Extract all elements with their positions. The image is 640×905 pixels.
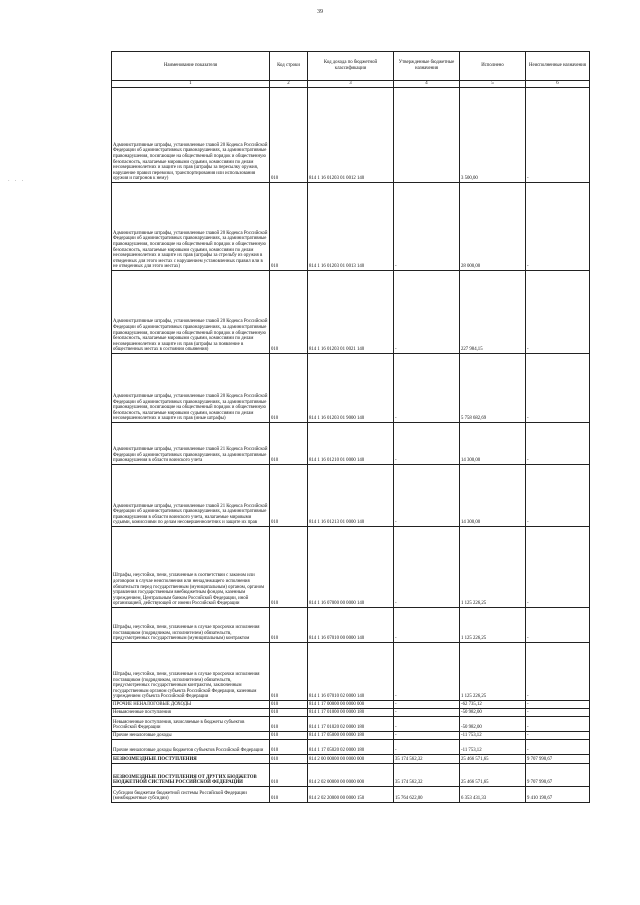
row-kbk: 814 1 16 07000 00 0000 140 <box>308 527 394 608</box>
row-remaining: - <box>526 717 590 732</box>
row-executed: 6 353 431,33 <box>460 787 526 803</box>
row-approved: - <box>394 183 460 271</box>
row-code: 010 <box>270 88 308 183</box>
table-row <box>112 643 590 701</box>
row-code: 010 <box>270 608 308 643</box>
row-executed: -50 982,00 <box>460 709 526 717</box>
column-numbers-row <box>112 81 590 88</box>
row-executed: -11 753,12 <box>460 740 526 755</box>
row-name: Административные штрафы, установленные главой 21 Кодекса Российской Федерации об административных правонарушениях, за административные правонарушения в области воинского учета, налагаемые мировыми судьями, комиссиями по делам несовершеннолетних и защите их прав <box>112 465 270 527</box>
row-name: ПРОЧИЕ НЕНАЛОГОВЫЕ ДОХОДЫ <box>112 701 270 709</box>
row-name: Невыясненные поступления <box>112 709 270 717</box>
column-number: 6 <box>526 81 590 88</box>
table-row <box>112 423 590 465</box>
row-code: 010 <box>270 717 308 732</box>
row-approved: - <box>394 709 460 717</box>
row-remaining: - <box>526 740 590 755</box>
table-row <box>112 354 590 423</box>
row-remaining: - <box>526 643 590 701</box>
row-remaining: 9 410 190,67 <box>526 787 590 803</box>
row-approved: - <box>394 608 460 643</box>
row-approved: 35 174 562,32 <box>394 755 460 764</box>
row-remaining: - <box>526 608 590 643</box>
row-kbk: 814 1 16 01213 01 0000 140 <box>308 465 394 527</box>
report-table <box>111 51 590 803</box>
row-code: 010 <box>270 701 308 709</box>
row-remaining: - <box>526 701 590 709</box>
row-kbk: 814 1 16 01203 01 9000 140 <box>308 354 394 423</box>
row-executed: 25 466 571,65 <box>460 764 526 787</box>
row-name: Прочие неналоговые доходы <box>112 732 270 740</box>
table-row <box>112 709 590 717</box>
row-name: Штрафы, неустойки, пени, уплаченные в случае просрочки исполнения поставщиком (подрядчиком, исполнителем) обязательств, предусмотренных государственным контрактом, заключенным государственным органом субъекта Российской Федерации, казенным учреждением субъекта Российской Федерации <box>112 643 270 701</box>
row-approved: - <box>394 717 460 732</box>
row-approved: - <box>394 465 460 527</box>
header-executed: Исполнено <box>460 52 526 81</box>
row-executed: 14 300,00 <box>460 465 526 527</box>
row-executed: 1 125 226,25 <box>460 527 526 608</box>
row-code: 010 <box>270 740 308 755</box>
column-number: 4 <box>394 81 460 88</box>
row-approved: - <box>394 732 460 740</box>
row-executed: 3 500,00 <box>460 88 526 183</box>
row-kbk: 814 2 02 20000 00 0000 150 <box>308 787 394 803</box>
row-kbk: 814 1 17 05020 02 0000 180 <box>308 740 394 755</box>
header-row <box>112 52 590 81</box>
margin-mark: · · · <box>8 179 26 184</box>
row-name: Субсидии бюджетам бюджетной системы Российской Федерации (межбюджетные субсидии) <box>112 787 270 803</box>
row-name: БЕЗВОЗМЕЗДНЫЕ ПОСТУПЛЕНИЯ <box>112 755 270 764</box>
row-executed: -50 982,00 <box>460 717 526 732</box>
row-name: Невыясненные поступления, зачисляемые в бюджеты субъектов Российской Федерации <box>112 717 270 732</box>
row-code: 010 <box>270 643 308 701</box>
row-code: 010 <box>270 732 308 740</box>
row-code: 010 <box>270 354 308 423</box>
row-remaining: - <box>526 88 590 183</box>
row-name: Административные штрафы, установленные главой 21 Кодекса Российской Федерации об административных правонарушениях, за административные правонарушения в области воинского учета <box>112 423 270 465</box>
row-kbk: 814 1 16 01203 01 0013 140 <box>308 183 394 271</box>
row-code: 010 <box>270 183 308 271</box>
row-executed: 14 300,00 <box>460 423 526 465</box>
header-code: Код строки <box>270 52 308 81</box>
row-name: Административные штрафы, установленные главой 20 Кодекса Российской Федерации об административных правонарушениях, за административные правонарушения, посягающие на общественный порядок и общественную безопасность, налагаемые мировыми судьями, комиссиями по делам несовершеннолетних и защите их прав (штрафы за пересылку оружия, нарушение правил перевозки, транспортирования или использования оружия и патронов к нему) <box>112 88 270 183</box>
page-number: 39 <box>317 9 323 15</box>
header-remaining: Неисполненные назначения <box>526 52 590 81</box>
table-row <box>112 740 590 755</box>
table-row <box>112 465 590 527</box>
row-kbk: 814 1 16 07010 00 0000 140 <box>308 608 394 643</box>
column-number: 3 <box>308 81 394 88</box>
row-executed: 28 000,00 <box>460 183 526 271</box>
row-remaining: - <box>526 354 590 423</box>
row-code: 010 <box>270 465 308 527</box>
column-number: 1 <box>112 81 270 88</box>
row-kbk: 814 1 17 01000 00 0000 180 <box>308 709 394 717</box>
row-approved <box>394 88 460 183</box>
row-kbk: 814 1 16 01203 01 0021 140 <box>308 271 394 354</box>
table-row <box>112 608 590 643</box>
header-kbk: Код дохода по бюджетной классификации <box>308 52 394 81</box>
column-number: 2 <box>270 81 308 88</box>
row-approved: 35 174 562,32 <box>394 764 460 787</box>
header-name: Наименование показателя <box>112 52 270 81</box>
table-row <box>112 764 590 787</box>
column-number: 5 <box>460 81 526 88</box>
row-executed: 5 758 682,69 <box>460 354 526 423</box>
row-name: Штрафы, неустойки, пени, уплаченные в соответствии с законом или договором в случае неисполнения или ненадлежащего исполнения обязательств перед государственным (муниципальным) органом, органом управления государственным внебюджетным фондом, казенным учреждением, Центральным банком Российской Федерации, иной организацией, действующей от имени Российской Федерации <box>112 527 270 608</box>
row-remaining: - <box>526 465 590 527</box>
row-kbk: 814 2 00 00000 00 0000 000 <box>308 755 394 764</box>
row-kbk: 814 2 02 00000 00 0000 000 <box>308 764 394 787</box>
table-row <box>112 527 590 608</box>
row-name: БЕЗВОЗМЕЗДНЫЕ ПОСТУПЛЕНИЯ ОТ ДРУГИХ БЮДЖЕТОВ БЮДЖЕТНОЙ СИСТЕМЫ РОССИЙСКОЙ ФЕДЕРАЦИИ <box>112 764 270 787</box>
row-remaining: - <box>526 423 590 465</box>
row-kbk: 814 1 17 01020 02 0000 180 <box>308 717 394 732</box>
table-row <box>112 732 590 740</box>
row-name: Административные штрафы, установленные главой 20 Кодекса Российской Федерации об административных правонарушениях, за административные правонарушения, посягающие на общественный порядок и общественную безопасность, налагаемые мировыми судьями, комиссиями по делам несовершеннолетних и защите их прав (штрафы за стрельбу из оружия в отведенных для этого местах с нарушением установленных правил или в не отведенных для этого местах) <box>112 183 270 271</box>
table-row <box>112 717 590 732</box>
table-body <box>112 88 590 803</box>
row-executed: 1 125 226,25 <box>460 608 526 643</box>
row-code: 010 <box>270 527 308 608</box>
row-code: 010 <box>270 423 308 465</box>
row-kbk: 814 1 17 00000 00 0000 000 <box>308 701 394 709</box>
row-remaining: - <box>526 732 590 740</box>
row-executed: 227 984,15 <box>460 271 526 354</box>
row-executed: -62 735,12 <box>460 701 526 709</box>
row-remaining: - <box>526 527 590 608</box>
row-remaining: 9 707 990,67 <box>526 755 590 764</box>
table-row <box>112 755 590 764</box>
row-executed: 25 466 571,65 <box>460 755 526 764</box>
row-approved: 15 764 622,00 <box>394 787 460 803</box>
row-executed: -11 753,12 <box>460 732 526 740</box>
row-kbk: 814 1 17 05000 00 0000 180 <box>308 732 394 740</box>
row-approved: - <box>394 701 460 709</box>
table-row <box>112 271 590 354</box>
row-code: 010 <box>270 787 308 803</box>
row-code: 010 <box>270 755 308 764</box>
row-code: 010 <box>270 271 308 354</box>
row-remaining: - <box>526 183 590 271</box>
row-code: 010 <box>270 764 308 787</box>
row-name: Административные штрафы, установленные главой 20 Кодекса Российской Федерации об административных правонарушениях, за административные правонарушения, посягающие на общественный порядок и общественную безопасность, налагаемые мировыми судьями, комиссиями по делам несовершеннолетних и защите их прав (иные штрафы) <box>112 354 270 423</box>
row-approved: - <box>394 271 460 354</box>
row-name: Штрафы, неустойки, пени, уплаченные в случае просрочки исполнения поставщиком (подрядчиком, исполнителем) обязательств, предусмотренных государственным (муниципальным) контрактом <box>112 608 270 643</box>
table-row <box>112 787 590 803</box>
table-row <box>112 701 590 709</box>
row-remaining: - <box>526 271 590 354</box>
table-row <box>112 183 590 271</box>
row-name: Административные штрафы, установленные главой 20 Кодекса Российской Федерации об административных правонарушениях, за административные правонарушения, посягающие на общественный порядок и общественную безопасность, налагаемые мировыми судьями, комиссиями по делам несовершеннолетних и защите их прав (штрафы за появление в общественных местах в состоянии опьянения) <box>112 271 270 354</box>
row-kbk: 814 1 16 07010 02 0000 140 <box>308 643 394 701</box>
row-remaining: - <box>526 709 590 717</box>
row-executed: 1 125 226,25 <box>460 643 526 701</box>
row-kbk: 814 1 16 01210 01 0000 140 <box>308 423 394 465</box>
table-row <box>112 88 590 183</box>
row-approved: - <box>394 740 460 755</box>
row-remaining: 9 707 990,67 <box>526 764 590 787</box>
row-approved: - <box>394 527 460 608</box>
row-name: Прочие неналоговые доходы бюджетов субъектов Российской Федерации <box>112 740 270 755</box>
row-approved: - <box>394 423 460 465</box>
row-code: 010 <box>270 709 308 717</box>
row-approved: - <box>394 643 460 701</box>
row-kbk: 814 1 16 01203 01 0012 140 <box>308 88 394 183</box>
row-approved: - <box>394 354 460 423</box>
header-approved: Утвержденные бюджетные назначения <box>394 52 460 81</box>
